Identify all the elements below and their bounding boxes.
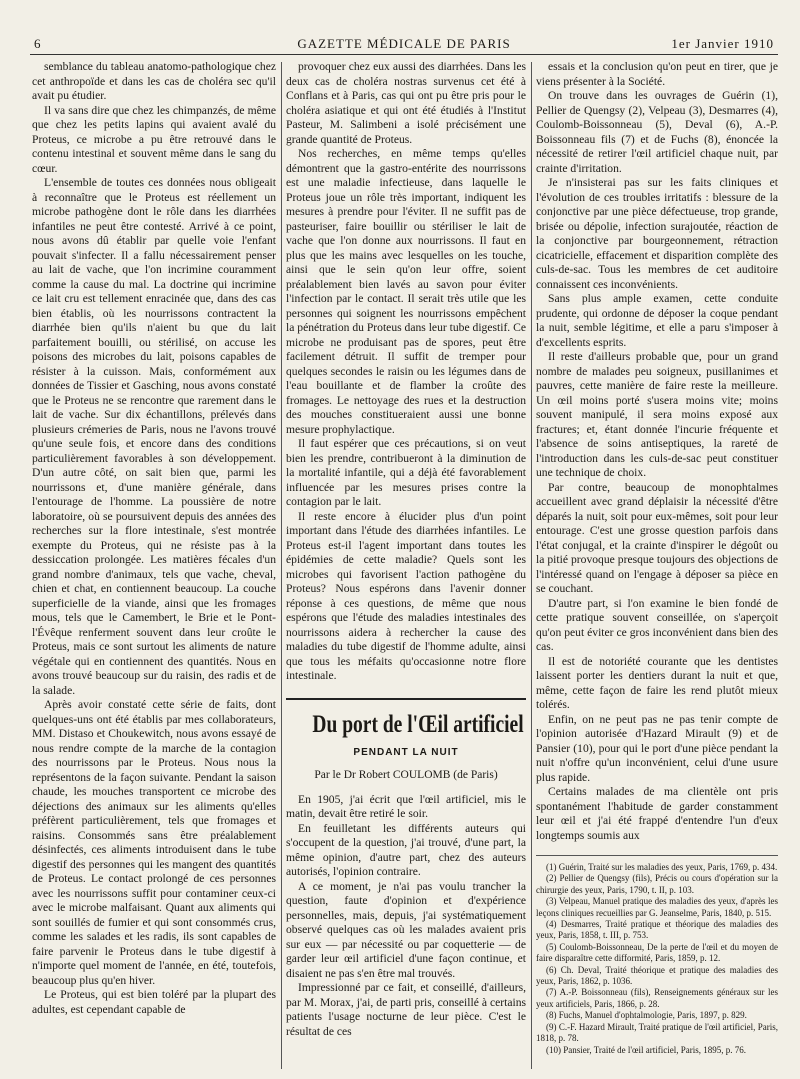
paragraph: Il faut espérer que ces précautions, si on veut bien les prendre, contribueront à la diminution de la mortalité infantile, qui a déjà été favorablement influencée par les mesures prises contre la contagion par le lait. xyxy=(286,437,526,508)
page-header xyxy=(30,34,778,55)
footnotes xyxy=(536,855,778,1056)
footnote: (7) A.-P. Boissonneau (fils), Renseignements généraux sur les yeux artificiels, Paris, 1866, p. 28. xyxy=(536,987,778,1009)
page-number: 6 xyxy=(34,36,42,51)
column-1 xyxy=(32,60,276,1069)
paragraph: Impressionné par ce fait, et conseillé, d'ailleurs, par M. Morax, j'ai, de parti pris, conseillé à certains patients l'usage nocturne de leur pièce. C'est le résultat de ces xyxy=(286,981,526,1038)
paragraph: D'autre part, si l'on examine le bien fondé de cette pratique souvent conseillée, on s'aperçoit qu'on peut éviter ce gros inconvénient dans bien des cas. xyxy=(536,596,778,653)
footnote: (3) Velpeau, Manuel pratique des maladies des yeux, d'après les leçons cliniques recueillies par G. Jeanselme, Paris, 1840, p. 515. xyxy=(536,896,778,918)
paragraph: Par contre, beaucoup de monophtalmes accueillent avec grand déplaisir la nécessité d'être déparés la nuit, soit pour eux-mêmes, soit pour leur entourage. C'est une grosse question parfois dans l'état conjugal, et la crainte d'inspirer le dégoût ou la pitié provoque presque toujours des objections de l'intéressé quand on l'engage à déposer sa pièce en se couchant. xyxy=(536,480,778,595)
paragraph: En 1905, j'ai écrit que l'œil artificiel, mis le matin, devait être retiré le soir. xyxy=(286,792,526,820)
column-rule xyxy=(281,62,282,1069)
footnote: (10) Pansier, Traité de l'œil artificiel, Paris, 1895, p. 76. xyxy=(546,1044,746,1055)
paragraph: semblance du tableau anatomo-pathologique chez cet anthropoïde et dans les cas de choléra sec qu'il avait pu étudier. xyxy=(32,60,276,102)
paragraph: On trouve dans les ouvrages de Guérin (1), Pellier de Quengsy (2), Velpeau (3), Desmarres (4), Coulomb-Boissonneau (5), Deval (6), A.-P. Boissonneau fils (7) et de Fuchs (8), énoncée la nécessité de retirer l'œil artificiel chaque nuit, par crainte d'irritation. xyxy=(536,89,778,175)
paragraph: essais et la conclusion qu'on peut en tirer, que je viens présenter à la Société. xyxy=(536,60,778,88)
article-subtitle: PENDANT LA NUIT xyxy=(353,746,459,758)
paragraph: Enfin, on ne peut pas ne pas tenir compte de l'opinion autorisée d'Hazard Mirault (9) et de Pansier (10), pour qui le port d'une pièce pendant la nuit n'offre qu'un inconvénient, celui d'une usure plus rapide. xyxy=(536,712,778,784)
paragraph: Il va sans dire que chez les chimpanzés, de même que chez les petits lapins qui avaient avalé du Proteus, ce microbe a pu être retrouvé dans le contenu intestinal et souvent même dans le sang du cœur. xyxy=(32,103,276,175)
article-heading xyxy=(286,698,526,783)
footnote: (2) Pellier de Quengsy (fils), Précis ou cours d'opération sur la chirurgie des yeux, Paris, 1790, t. II, p. 103. xyxy=(536,873,778,895)
article-byline: Par le Dr Robert COULOMB (de Paris) xyxy=(314,769,498,781)
paragraph: Il reste encore à élucider plus d'un point important dans l'étude des diarrhées infantiles. Le Proteus est-il l'agent important dans toutes les épidémies de cette maladie? Quels sont les microbes qui favorisent l'action pathogène du Proteus? Nous espérons dans l'avenir donner réponse à ces questions, de même que nous espérons que l'étude des maladies intestinales des nourrissons aidera à rechercher la cause des maladies du tube digestif de l'homme adulte, ainsi que tous les méfaits qu'occasionne notre flore intestinale. xyxy=(286,509,526,682)
paragraph: Il est de notoriété courante que les dentistes laissent porter les dentiers durant la nuit et que, même, cette façon de faire les rend plutôt mieux tolérés. xyxy=(536,654,778,711)
column-2 xyxy=(286,60,526,1069)
issue-date: 1er Janvier 1910 xyxy=(671,36,774,51)
paragraph: A ce moment, je n'ai pas voulu trancher la question, faute d'opinion et d'expérience personnelles, mais, depuis, j'ai systématiquement observé quelques cas où les malades avaient pris sur eux — par nécessité ou par coquetterie — de garder leur œil artificiel d'une façon continue, et disaient ne pas s'en être mal trouvés. xyxy=(286,879,526,980)
paragraph: Sans plus ample examen, cette conduite prudente, qui ordonne de déposer la coque pendant la nuit, semble légitime, et elle a paru s'imposer à d'excellents esprits. xyxy=(536,292,778,349)
footnote: (8) Fuchs, Manuel d'ophtalmologie, Paris, 1897, p. 829. xyxy=(546,1010,747,1021)
paragraph: Je n'insisterai pas sur les faits cliniques et l'évolution de ces troubles irritatifs : blessure de la conjonctive par une pièce défectueuse, trop grande, brisée ou dépolie, infection surajoutée, réaction de la conjonctive par bourgeonnement, rétraction cicatricielle, effacement et disparition complète des culs-de-sac. Tous les membres de cet auditoire connaissent ces inconvénients. xyxy=(536,176,778,291)
paragraph: Le Proteus, qui est bien toléré par la plupart des adultes, est cependant capable de xyxy=(32,988,276,1016)
footnote: (6) Ch. Deval, Traité théorique et pratique des maladies des yeux, Paris, 1862, p. 1036. xyxy=(536,964,778,987)
paragraph: provoquer chez eux aussi des diarrhées. Dans les deux cas de choléra nostras survenus cet été à Conflans et à Paris, cas qui ont pu être pris pour le choléra asiatique et qui ont été étudiés à l'Institut Pasteur, M. Salimbeni a isolé précisément une grande quantité de Proteus. xyxy=(286,60,526,146)
paragraph: Certains malades de ma clientèle ont pris spontanément l'habitude de garder constamment leur œil et j'ai été frappé d'entendre l'un d'eux longtemps soumis aux xyxy=(536,785,778,842)
column-3 xyxy=(536,60,778,1069)
journal-title: GAZETTE MÉDICALE DE PARIS xyxy=(297,36,511,51)
footnote: (1) Guérin, Traité sur les maladies des yeux, Paris, 1769, p. 434. xyxy=(546,862,778,872)
footnote: (4) Desmarres, Traité pratique et théorique des maladies des yeux, Paris, 1858, t. III, p. 753. xyxy=(536,919,778,941)
article-title: Du port de l'Œil artificiel xyxy=(312,710,524,738)
column-rule xyxy=(531,62,532,1069)
footnote: (9) C.-F. Hazard Mirault, Traité pratique de l'œil artificiel, Paris, 1818, p. 78. xyxy=(536,1021,778,1044)
paragraph: Après avoir constaté cette série de faits, dont quelques-uns ont été établis par mes collaborateurs, MM. Distaso et Choukewitch, nous avons essayé de nous rendre compte de la marche de la contagion des nourrissons par le Proteus. Nous nous la représentons de la façon suivante. Pendant la saison chaude, les mouches transportent ce microbe des déjections des animaux sur les aliments qu'elles préfèrent particulièrement, tels que fromages et raisins. Consommés sans être préalablement désinfectés, ces aliments introduisent dans le tube digestif des personnes qui les mangent des quantités de Proteus. Le contact prolongé de ces personnes avec les nourrissons suffit pour contaminer ceux-ci avec le microbe malfaisant. Quant aux aliments qui sont souillés de fumier et qui sont consommés crus, comme les salades et les radis, ils sont capables de faire parvenir le Proteus dans le tube digestif à n'importe quel moment de l'année, en été, toutefois, beaucoup plus qu'en hiver. xyxy=(32,698,276,987)
paragraph: Il reste d'ailleurs probable que, pour un grand nombre de malades peu soigneux, pusillanimes et pauvres, cette manière de faire reste la meilleure. Un œil moins porté s'usera moins vite; moins souvent manipulé, il sera moins exposé aux fractures; et, étant donnée l'incurie fréquente et l'absence de soins antiseptiques, la rareté de l'introduction dans les culs-de-sac peut constituer une technique de choix. xyxy=(536,350,778,479)
paragraph: L'ensemble de toutes ces données nous obligeait à reconnaître que le Proteus est réellement un microbe pathogène dont le rôle dans les diarrhées infantiles ne peut être contesté. Arrivé à ce point, nous avons dû établir par quelle voie l'enfant pouvait s'infecter. Il a fallu nécessairement penser au lait de vache, que l'on incrimine couramment comme la cause du mal. La doctrine qui incrimine ce lait cru est tellement enracinée que, dans des cas bien établis, où les nourrissons contractent la diarrhée bien qu'ils n'aient bu que du lait parfaitement bouilli, ou stérilisé, on accuse les poisons des microbes du lait, poisons capables de résister à la cuisson. Mais, conformément aux données de Tissier et Gasching, nous avons constaté que le Proteus ne se rencontre que rarement dans le lait de vache. Sur dix échantillons, prélevés dans plusieurs crémeries de Paris, nous ne l'avons trouvé qu'une seule fois, et encore dans des conditions particulièrement favorables à son développement. D'un autre côté, on sait bien que, parmi les nourrissons et, d'une manière générale, dans l'entourage de l'homme. La poussière de notre laboratoire, où se poursuivent depuis des années des recherches sur la flore intestinale, s'est montrée exempte du Proteus, qui ne résiste pas à la dessiccation prolongée. Les matières fécales d'un grand nombre d'animaux, tels que vache, cheval, chien et chat, en contiennent beaucoup. La couche superficielle de la viande, ainsi que les fromages mous, tels que le Camembert, le Brie et le Pont-l'Évêque renferment souvent dans leur croûte le Proteus, mais ce sont surtout les aliments de nature végétale qui en contiennent des quantités. Nous en avons trouvé beaucoup sur du raisin, des radis et de la salade. xyxy=(32,176,276,697)
paragraph: Nos recherches, en même temps qu'elles démontrent que la gastro-entérite des nourrissons est une maladie infectieuse, dans laquelle le Proteus joue un rôle très important, indiquent les mesures à prendre pour l'éviter. Il ne suffit pas de pasteuriser, faire bouillir ou stériliser le lait de vache que l'on donne aux nourrissons. Il faut en plus que les mains avec lesquelles on les touche, ainsi que le sein qu'on leur offre, soient préalablement bien lavés au savon pour éviter l'infection par le contact. Il serait très utile que les personnes qui soignent les nourrissons empêchent la pénétration du Proteus dans leur tube digestif. Ce microbe ne produisant pas de spores, peut être facilement détruit. Il suffit de tremper pour quelques secondes le raisin ou les légumes dans de l'eau bouillante et de flamber la croûte des fromages. Le nettoyage des rues et la destruction des mouches constitueraient aussi une bonne mesure prophylactique. xyxy=(286,147,526,436)
paragraph: En feuilletant les différents auteurs qui s'occupent de la question, j'ai trouvé, d'une part, la même opinion, d'autre part, chez des auteurs autorisés, l'opinion contraire. xyxy=(286,821,526,878)
footnote: (5) Coulomb-Boissonneau, De la perte de l'œil et du moyen de faire disparaître cette difformité, Paris, 1859, p. 12. xyxy=(536,941,778,964)
